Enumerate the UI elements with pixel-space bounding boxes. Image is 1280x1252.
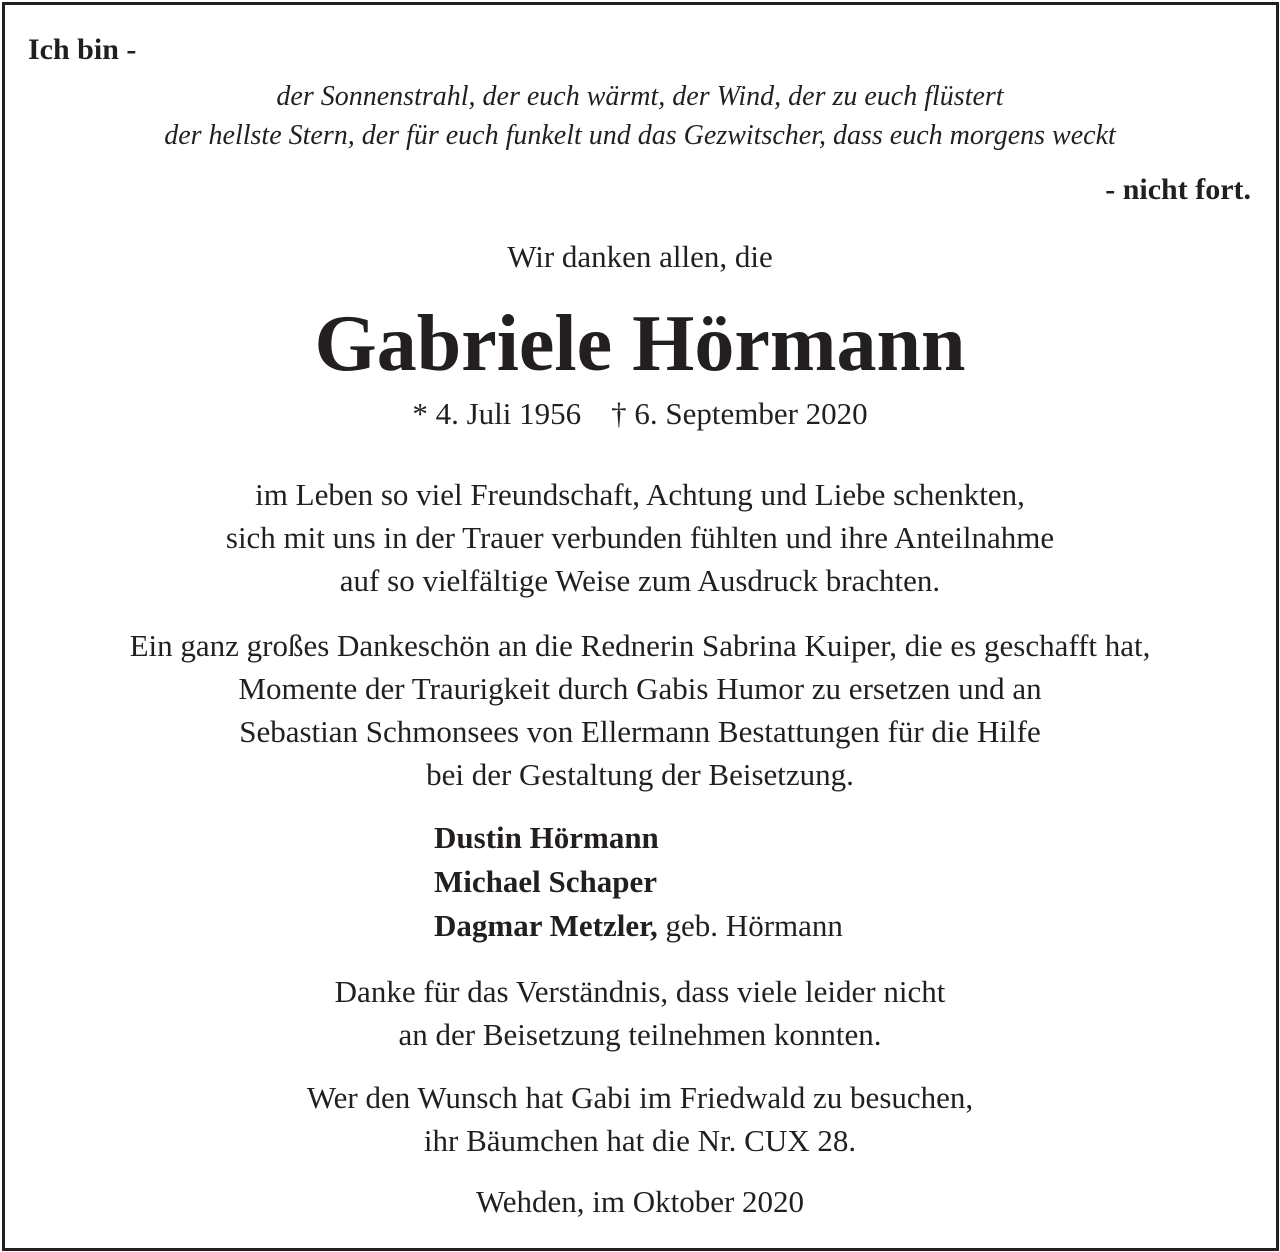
paragraph-line: sich mit uns in der Trauer verbunden fühlten und ihre Anteilnahme	[225, 520, 1055, 555]
signer-suffix: geb. Hörmann	[657, 908, 843, 943]
paragraph-line: Danke für das Verständnis, dass viele leider nicht	[334, 974, 946, 1009]
signer	[434, 860, 843, 904]
signer-name: Dustin Hörmann	[434, 820, 659, 855]
paragraph-line: bei der Gestaltung der Beisetzung.	[426, 757, 854, 792]
deceased-name: Gabriele Hörmann	[314, 300, 966, 388]
understanding-paragraph	[0, 970, 1280, 1056]
intro-heading: Ich bin -	[28, 33, 137, 66]
signers-list	[434, 816, 843, 948]
signer-name: Michael Schaper	[434, 864, 657, 899]
signer-name: Dagmar Metzler,	[434, 908, 658, 943]
paragraph-line: an der Beisetzung teilnehmen konnten.	[398, 1017, 882, 1052]
paragraph-line: Sebastian Schmonsees von Ellermann Bestattungen für die Hilfe	[239, 714, 1041, 749]
thanks-paragraph	[0, 473, 1280, 602]
paragraph-line: im Leben so viel Freundschaft, Achtung und Liebe schenkten,	[255, 477, 1025, 512]
poem-line-2: der hellste Stern, der für euch funkelt und das Gezwitscher, dass euch morgens weckt	[164, 120, 1116, 151]
poem-closing: - nicht fort.	[1105, 173, 1251, 206]
signer	[434, 816, 843, 860]
place-and-date: Wehden, im Oktober 2020	[475, 1184, 805, 1219]
paragraph-line: Wer den Wunsch hat Gabi im Friedwald zu besuchen,	[306, 1080, 974, 1115]
paragraph-line: Ein ganz großes Dankeschön an die Rednerin Sabrina Kuiper, die es geschafft hat,	[129, 628, 1151, 663]
thanks-intro: Wir danken allen, die	[507, 239, 773, 274]
paragraph-line: auf so vielfältige Weise zum Ausdruck brachten.	[339, 563, 941, 598]
signer	[434, 904, 843, 948]
poem-line-1: der Sonnenstrahl, der euch wärmt, der Wind, der zu euch flüstert	[276, 81, 1004, 112]
life-dates	[0, 394, 1280, 434]
paragraph-line: ihr Bäumchen hat die Nr. CUX 28.	[423, 1123, 857, 1158]
visit-paragraph	[0, 1076, 1280, 1162]
birth-date: * 4. Juli 1956	[412, 396, 582, 431]
acknowledgement-paragraph	[0, 624, 1280, 796]
death-date: † 6. September 2020	[611, 396, 868, 431]
paragraph-line: Momente der Traurigkeit durch Gabis Humor zu ersetzen und an	[238, 671, 1042, 706]
